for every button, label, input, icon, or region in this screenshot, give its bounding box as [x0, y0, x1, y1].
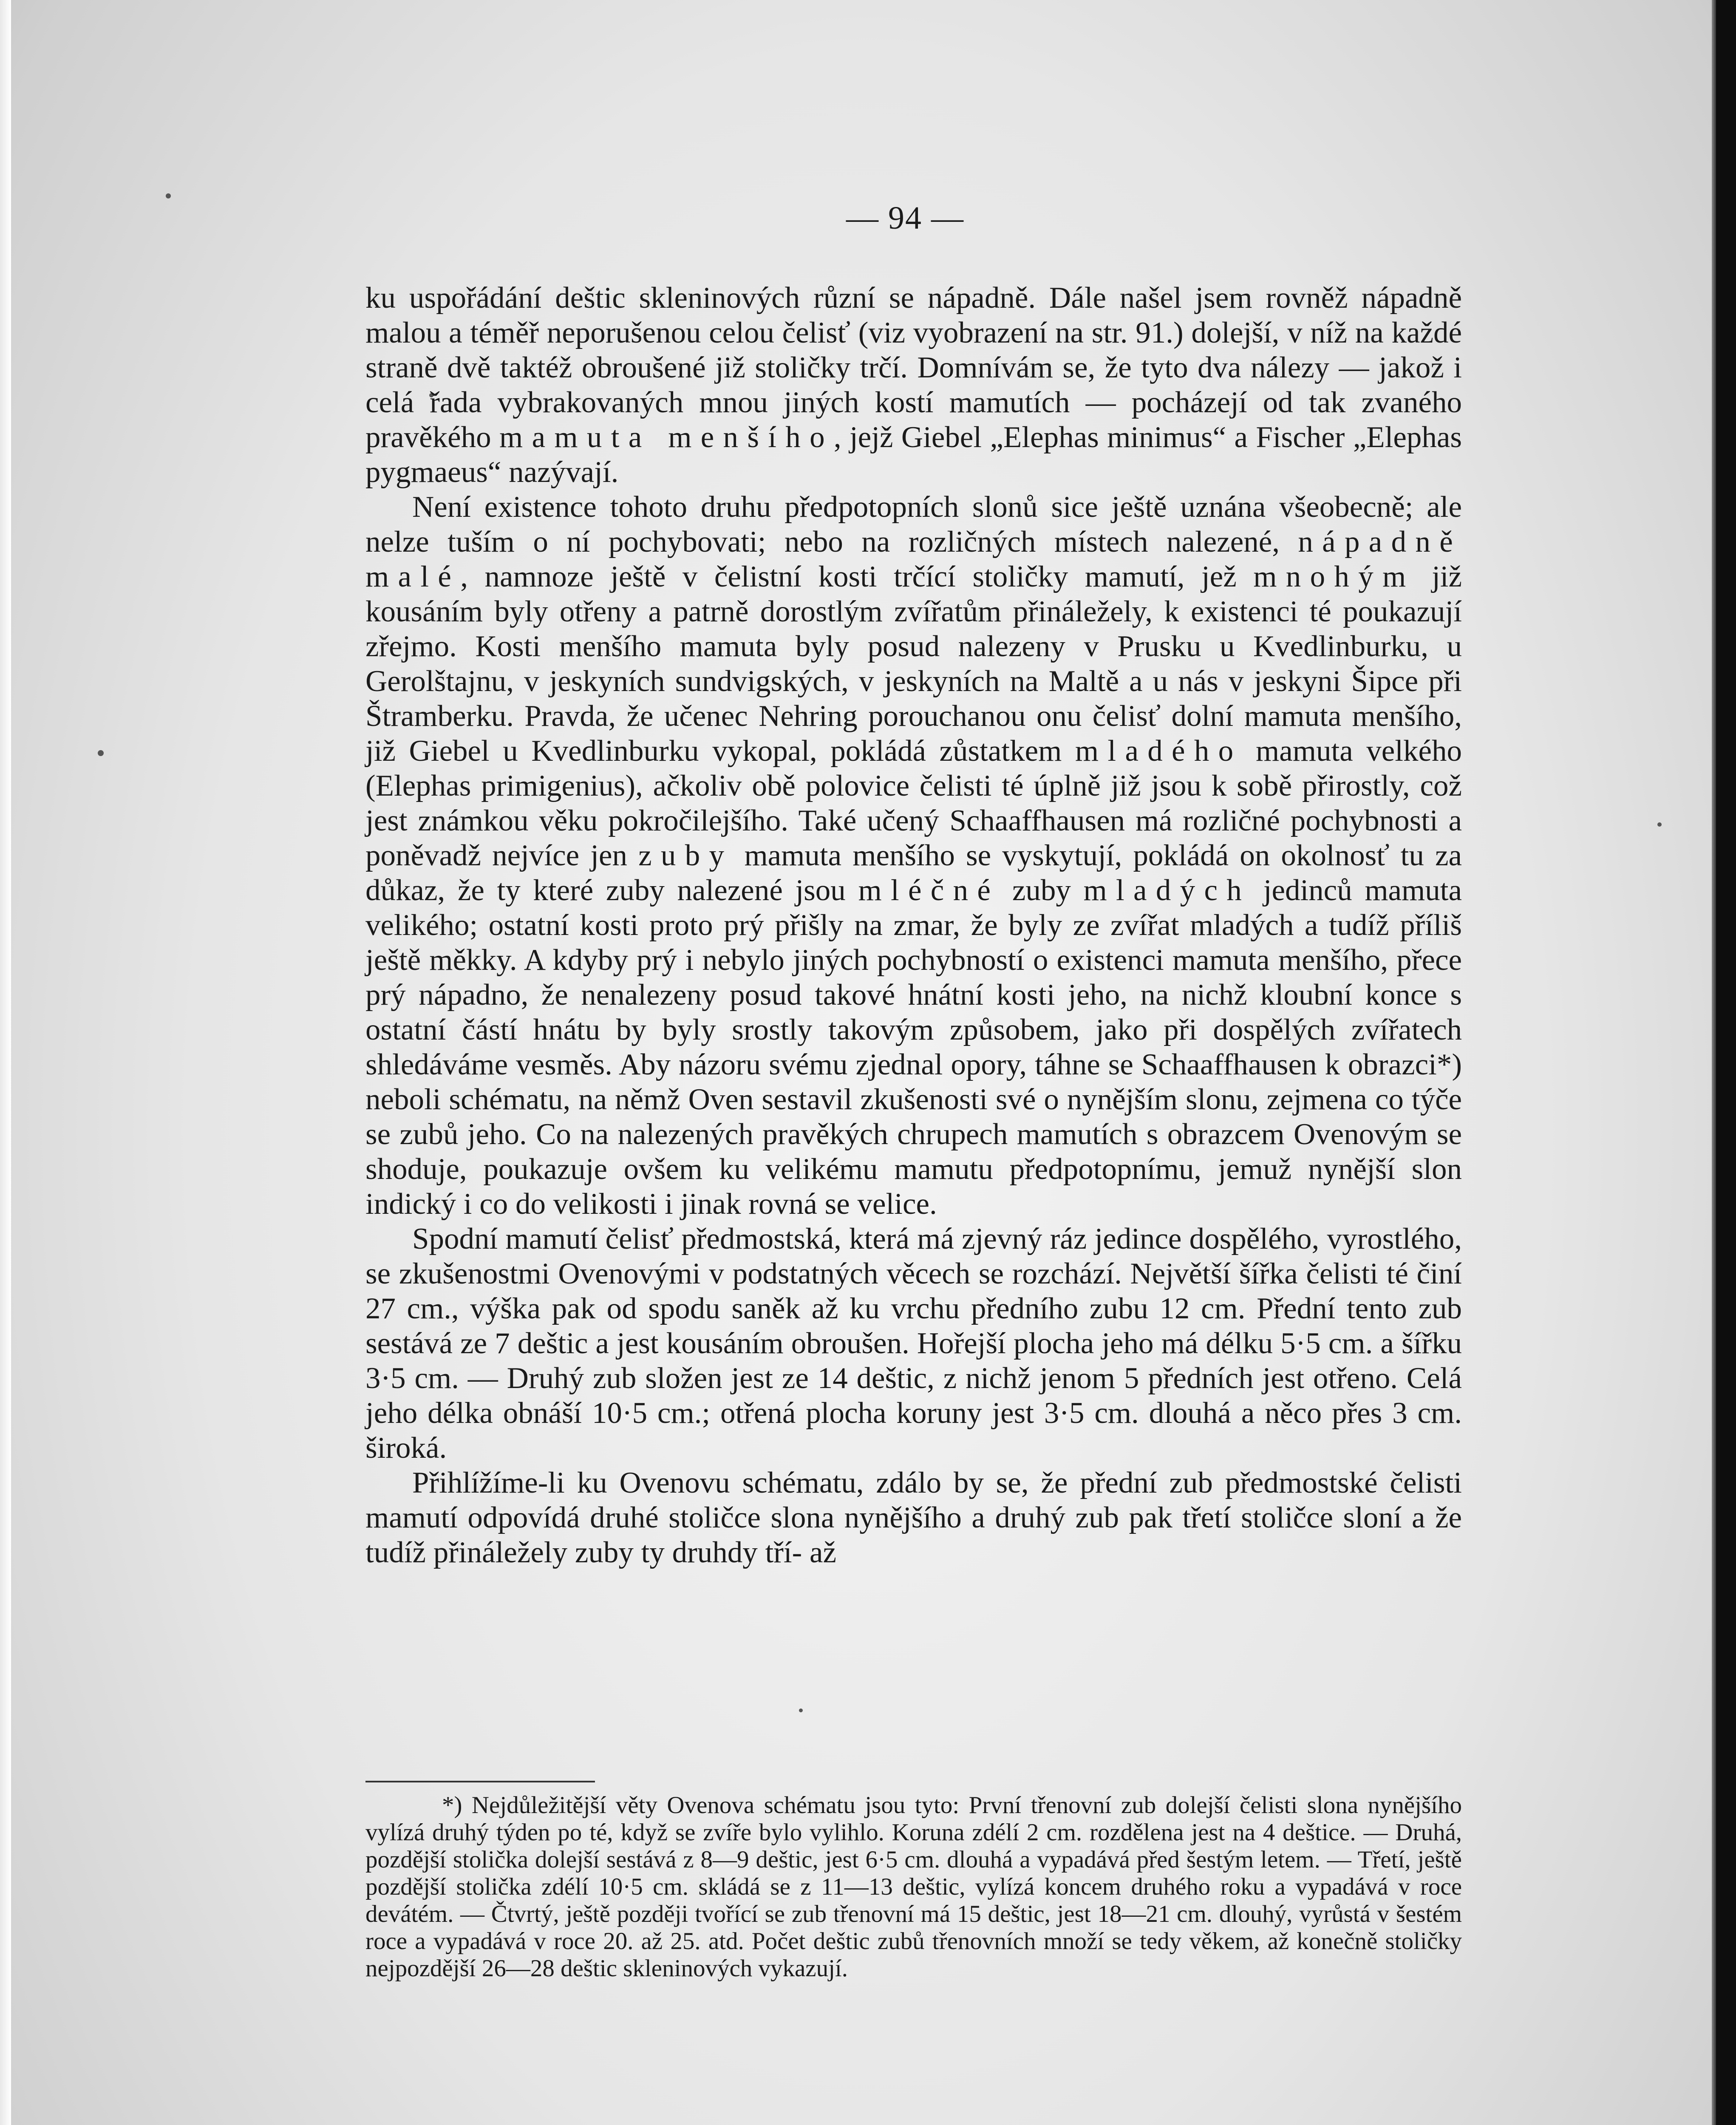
- paragraph: Spodní mamutí čelisť předmostská, která má zjevný ráz jedince dospělého, vyrostlého, se zkušenostmi Ovenovými v podstatných věcech se rozchází. Největší šířka čelisti té činí 27 cm., výška pak od spodu saněk až ku vrchu předního zubu 12 cm. Přední tento zub sestává ze 7 deštic a jest kousáním obroušen. Hořejší plocha jeho má délku 5·5 cm. a šířku 3·5 cm. — Druhý zub složen jest ze 14 deštic, z nichž jenom 5 předních jest otřeno. Celá jeho délka obnáší 10·5 cm.; otřená plocha koruny jest 3·5 cm. dlouhá a něco přes 3 cm. široká.: [365, 1222, 1462, 1465]
- spaced-emphasis: mladých: [1083, 874, 1251, 907]
- text-run: Není existence tohoto druhu předpotopních slonů sice ještě uznána všeobecně; ale nelze tuším o ní pochybovati; nebo na rozličných místech nalezené,: [365, 490, 1462, 558]
- text-run: mamuta menšího se vyskytují, pokládá on okolnosť tu za důkaz, že ty které zuby nalezené jsou: [365, 839, 1462, 907]
- footnote-divider: [365, 1781, 595, 1782]
- scan-speck: [166, 193, 171, 198]
- page-left-edge: [0, 0, 11, 2125]
- paragraph: [365, 280, 1462, 490]
- spaced-emphasis: mléčné: [858, 874, 1000, 907]
- spaced-emphasis: mladého: [1075, 734, 1243, 768]
- spaced-emphasis: mnohým: [1253, 560, 1415, 593]
- text-run: , namnoze ještě v čelistní kosti trčící stoličky mamutí, jež: [460, 560, 1237, 593]
- scan-speck: [799, 1708, 803, 1712]
- scan-border-right: [1716, 0, 1736, 2125]
- text-run: ku uspořádání deštic skleninových různí se nápadně. Dále našel jsem rovněž nápadně malou a téměř neporušenou celou čelisť (viz vyobrazení na str. 91.) dolejší, v níž na každé straně dvě taktéž obroušené již stoličky trčí. Domnívám se, že tyto dva nálezy — jakož i celá řada vybrakovaných mnou jiných kostí mamutích — pocházejí od tak zvaného pravěkého: [365, 281, 1462, 454]
- footnote-text: *) Nejdůležitější věty Ovenova schématu jsou tyto: První třenovní zub dolejší čelisti slona nynějšího vylízá druhý týden po té, když se zvíře bylo vylihlo. Koruna zdélí 2 cm. rozdělena jest na 4 deštice. — Druhá, pozdější stolička dolejší sestává z 8—9 deštic, jest 6·5 cm. dlouhá a vypadává před šestým letem. — Třetí, ještě pozdější stolička zdélí 10·5 cm. skládá se z 11—13 deštic, vylízá koncem druhého roku a vypadává v roce devátém. — Čtvrtý, ještě později tvořící se zub třenovní má 15 deštic, jest 18—21 cm. dlouhý, vyrůstá v šestém roce a vypadává v roce 20. až 25. atd. Počet deštic zubů třenovních množí se tedy věkem, až konečně stoličky nejpozdější 26—28 deštic skleninových vykazují.: [365, 1792, 1462, 1982]
- text-run: , jejž Giebel „Elephas minimus“ a Fischer „Elephas pygmaeus“ nazývají.: [365, 421, 1462, 489]
- scan-speck: [1657, 822, 1662, 827]
- text-run: mamuta velkého (Elephas primigenius), ačkoliv obě polovice čelisti té úplně již jsou k sobě přirostly, což jest známkou věku pokročilejšího. Také učený Schaaffhausen má rozličné pochybnosti a poněvadž nejvíce jen: [365, 734, 1462, 872]
- page-number: — 94 —: [846, 200, 964, 236]
- spaced-emphasis: zuby: [638, 839, 733, 872]
- text-run: jedinců mamuta velikého; ostatní kosti proto prý přišly na zmar, že byly ze zvířat mladých a tudíž příliš ještě měkky. A kdyby prý i nebylo jiných pochybností o existenci mamuta menšího, přece prý nápadno, že nenalezeny posud takové hnátní kosti jeho, na nichž kloubní konce s ostatní částí hnátu by byly srostly takovým způsobem, jako při dospělých zvířatech shledáváme vesměs. Aby názoru svému zjednal opory, táhne se Schaaffhausen k obrazci*) neboli schématu, na němž Oven sestavil zkušenosti své o nynějším slonu, zejmena co týče se zubů jeho. Co na nalezených pravěkých chrupech mamutích s obrazcem Ovenovým se shoduje, poukazuje ovšem ku velikému mamutu předpotopnímu, jemuž nynější slon indický i co do velikosti i jinak rovná se velice.: [365, 874, 1462, 1221]
- scan-speck: [98, 750, 104, 756]
- spaced-emphasis: mamuta menšího: [499, 421, 834, 454]
- text-run: zuby: [1012, 874, 1071, 907]
- text-run: již kousáním byly otřeny a patrně dorostlým zvířatům přináležely, k existenci té poukazují zřejmo. Kosti menšího mamuta byly posud nalezeny v Prusku u Kvedlinburku, u Gerolštajnu, v jeskyních sundvigských, v jeskyních na Maltě a u nás v jeskyni Šipce při Štramberku. Pravda, že učenec Nehring porouchanou onu čelisť dolní mamuta menšího, již Giebel u Kvedlinburku vykopal, pokládá zůstatkem: [365, 560, 1462, 768]
- spaced-emphasis: nápadně malé: [365, 525, 1462, 593]
- main-text: [365, 280, 1462, 1570]
- footnote: [365, 1792, 1462, 1982]
- paragraph: [365, 490, 1462, 1221]
- paragraph: Přihlížíme-li ku Ovenovu schématu, zdálo by se, že přední zub předmostské čelisti mamutí odpovídá druhé stoličce slona nynějšího a druhý zub pak třetí stoličce sloní a že tudíž přináležely zuby ty druhdy tří- až: [365, 1466, 1462, 1569]
